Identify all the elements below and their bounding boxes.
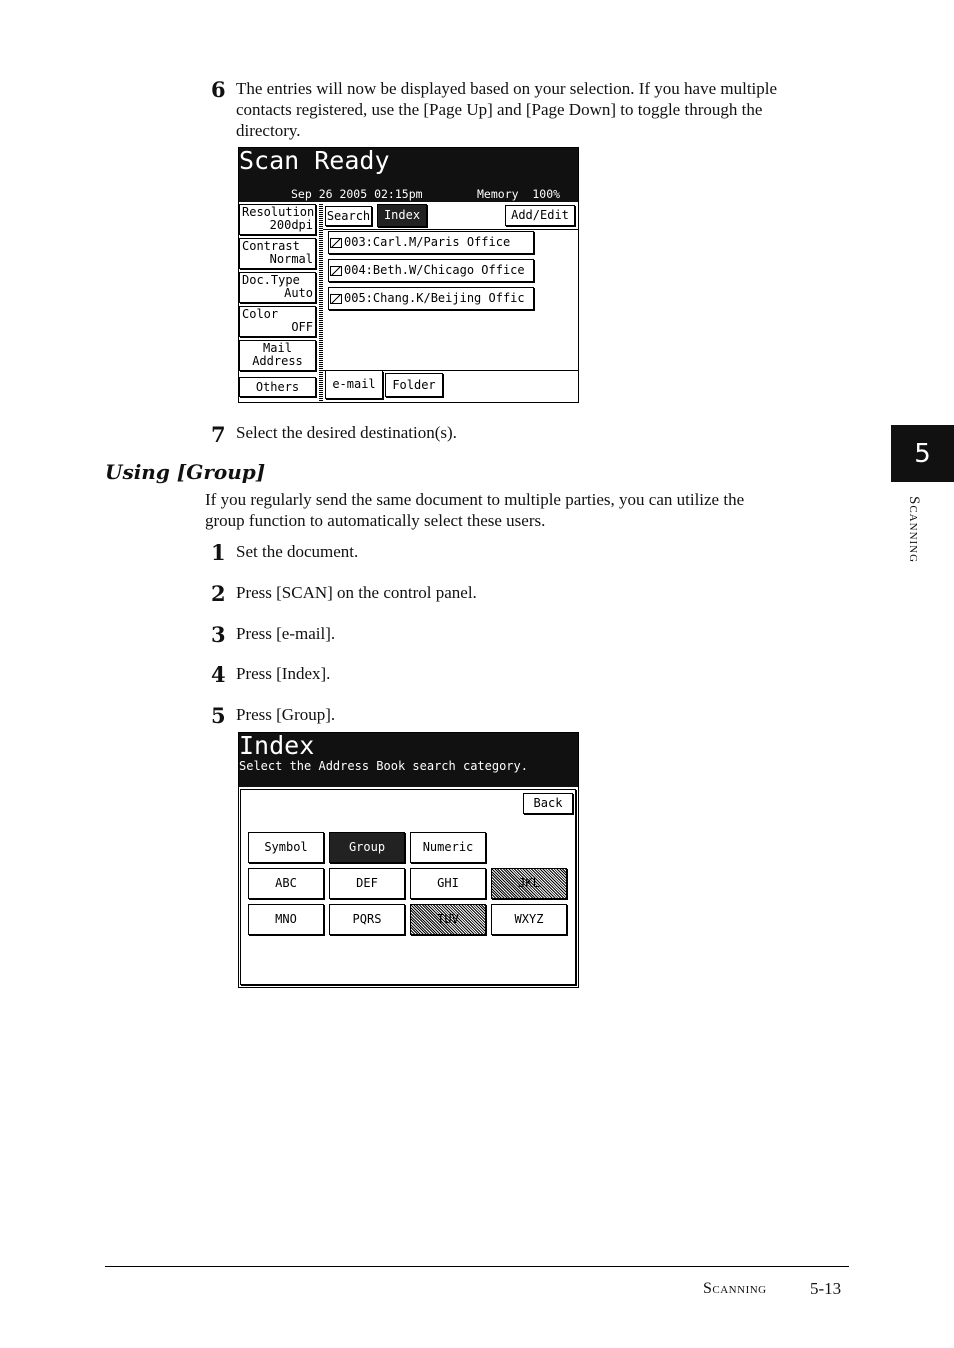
entry-003-label: 003:Carl.M/Paris Office (344, 235, 511, 249)
add-edit-button[interactable]: Add/Edit (505, 205, 575, 226)
mail-address-line-1: Mail (263, 341, 292, 355)
footer-section: Scanning (703, 1280, 767, 1297)
screen-title-bar (239, 733, 579, 787)
step-2-text: Press [SCAN] on the control panel. (236, 583, 477, 602)
screen-subtitle: Select the Address Book search category. (239, 759, 528, 773)
resolution-label: Resolution (242, 205, 315, 219)
entry-003[interactable] (328, 231, 534, 254)
color-button[interactable] (239, 306, 316, 337)
step-2-number: 2 (211, 581, 226, 606)
step-6-line-1: The entries will now be displayed based on your selection. If you have multiple (236, 79, 778, 98)
search-button[interactable]: Search (325, 206, 372, 226)
footer-rule (105, 1266, 849, 1267)
wxyz-button[interactable]: WXYZ (491, 904, 567, 935)
step-4-number: 4 (211, 662, 226, 687)
entry-005-label: 005:Chang.K/Beijing Offic (344, 291, 525, 305)
step-3-text: Press [e-mail]. (236, 624, 336, 643)
envelope-icon (330, 266, 342, 276)
def-button[interactable]: DEF (329, 868, 405, 899)
date-time: Sep 26 2005 02:15pm (291, 187, 423, 201)
chapter-tab: 5 (891, 425, 954, 482)
intro-line-1: If you regularly send the same document to multiple parties, you can utilize the (205, 490, 745, 509)
back-button[interactable]: Back (523, 793, 573, 814)
symbol-button[interactable]: Symbol (248, 832, 324, 863)
screen-title: Scan Ready (239, 147, 390, 175)
scan-ready-screen (238, 147, 579, 403)
step-6-line-3: directory. (236, 121, 301, 140)
tuv-button[interactable]: TUV (410, 904, 486, 935)
header-divider (323, 229, 579, 230)
doc-type-value: Auto (284, 286, 313, 300)
jkl-button[interactable]: JKL (491, 868, 567, 899)
entry-004-label: 004:Beth.W/Chicago Office (344, 263, 525, 277)
step-1-text: Set the document. (236, 542, 359, 561)
step-5-number: 5 (211, 703, 226, 728)
section-intro (205, 489, 845, 531)
step-6-line-2: contacts registered, use the [Page Up] and [Page Down] to toggle through the (236, 100, 763, 119)
index-button[interactable]: Index (377, 204, 427, 227)
abc-button[interactable]: ABC (248, 868, 324, 899)
resolution-button[interactable] (239, 204, 316, 235)
contrast-button[interactable] (239, 238, 316, 269)
envelope-icon (330, 294, 342, 304)
tab-folder[interactable]: Folder (385, 373, 443, 397)
screen-title: Index (239, 732, 315, 760)
doc-type-button[interactable] (239, 272, 316, 303)
mail-address-button[interactable] (239, 340, 316, 371)
numeric-button[interactable]: Numeric (410, 832, 486, 863)
step-3-number: 3 (211, 622, 226, 647)
index-screen (238, 732, 579, 988)
step-6-number: 6 (211, 77, 226, 102)
mno-button[interactable]: MNO (248, 904, 324, 935)
group-button[interactable]: Group (329, 832, 405, 863)
step-7-text: Select the desired destination(s). (236, 423, 457, 442)
panel-divider (319, 203, 323, 401)
screen-title-bar (239, 148, 579, 202)
footer-page-number: 5-13 (810, 1279, 842, 1298)
step-6-text (236, 78, 856, 141)
color-label: Color (242, 307, 279, 321)
ghi-button[interactable]: GHI (410, 868, 486, 899)
doc-type-label: Doc.Type (242, 273, 300, 287)
entry-004[interactable] (328, 259, 534, 282)
section-heading: Using [Group] (105, 460, 266, 484)
contrast-label: Contrast (242, 239, 300, 253)
tab-email[interactable]: e-mail (325, 371, 383, 399)
color-value: OFF (291, 320, 313, 334)
step-7-number: 7 (211, 422, 226, 447)
others-button[interactable]: Others (239, 377, 316, 397)
step-1-number: 1 (211, 540, 226, 565)
mail-address-line-2: Address (252, 354, 303, 368)
memory-status: Memory 100% (477, 187, 561, 201)
resolution-value: 200dpi (269, 218, 313, 232)
chapter-label: Scanning (906, 496, 922, 564)
entry-005[interactable] (328, 287, 534, 310)
pqrs-button[interactable]: PQRS (329, 904, 405, 935)
contrast-value: Normal (269, 252, 313, 266)
intro-line-2: group function to automatically select these users. (205, 511, 546, 530)
step-5-text: Press [Group]. (236, 705, 336, 724)
step-4-text: Press [Index]. (236, 664, 331, 683)
envelope-icon (330, 238, 342, 248)
